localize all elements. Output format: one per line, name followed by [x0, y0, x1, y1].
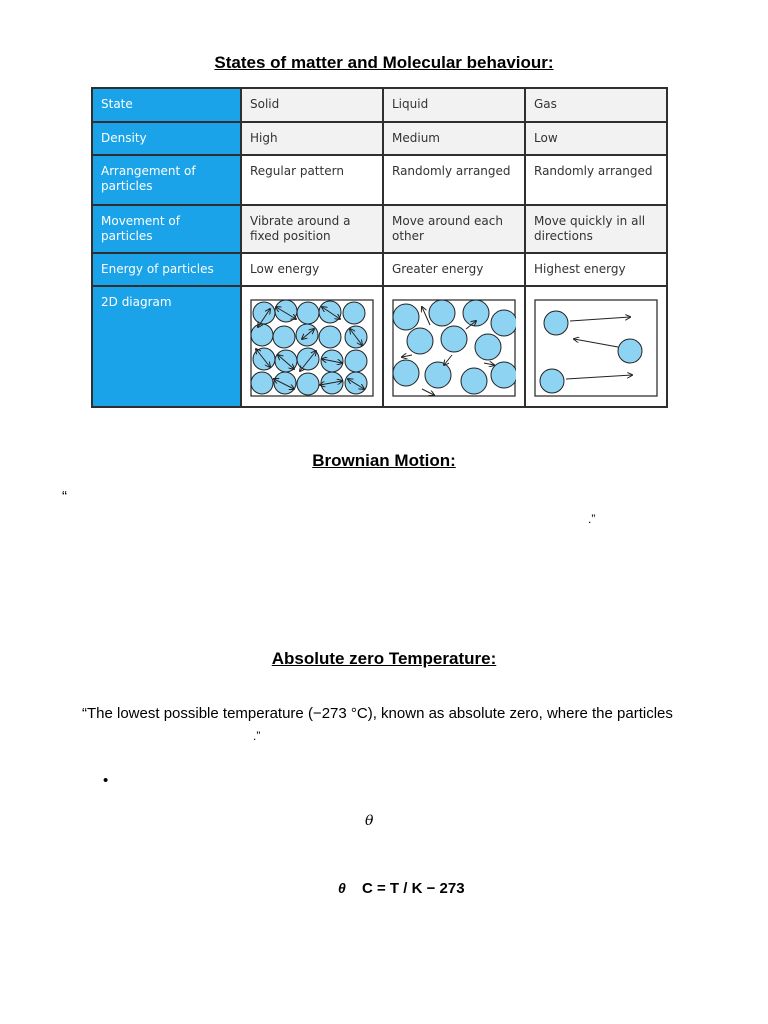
table-cell: Randomly arranged	[383, 155, 525, 205]
particle	[393, 360, 419, 386]
formula-theta: θ	[338, 880, 346, 896]
row-header: Energy of particles	[92, 253, 241, 286]
states-heading: States of matter and Molecular behaviour:	[214, 53, 554, 72]
particle	[297, 302, 319, 324]
row-header: Movement of particles	[92, 205, 241, 253]
row-header: State	[92, 88, 241, 122]
close-quote: .”	[588, 512, 596, 526]
table-cell	[241, 286, 383, 407]
particle	[463, 300, 489, 326]
table-cell: Highest energy	[525, 253, 667, 286]
table-row	[92, 286, 667, 407]
table-cell: Regular pattern	[241, 155, 383, 205]
particle	[345, 350, 367, 372]
bullet: •	[103, 772, 109, 789]
particle	[544, 311, 568, 335]
solid-particles-diagram	[250, 299, 374, 397]
row-header: Arrangement of particles	[92, 155, 241, 205]
table-cell: Greater energy	[383, 253, 525, 286]
particle	[491, 310, 516, 336]
particle	[251, 324, 273, 346]
table-cell: Low	[525, 122, 667, 155]
brownian-heading: Brownian Motion:	[312, 451, 456, 470]
open-quote: “	[62, 488, 67, 505]
particle	[275, 300, 297, 322]
absolute-zero-quote-line1: “The lowest possible temperature (−273 °C), known as absolute zero, where the particles	[82, 705, 673, 722]
table-cell	[525, 286, 667, 407]
gas-particles-diagram	[534, 299, 658, 397]
table-cell: Liquid	[383, 88, 525, 122]
table-row	[92, 205, 667, 253]
states-of-matter-table	[91, 87, 668, 408]
particle	[393, 304, 419, 330]
table-cell: Move around each other	[383, 205, 525, 253]
particle	[425, 362, 451, 388]
absolute-zero-heading: Absolute zero Temperature:	[271, 649, 497, 668]
table-cell: Randomly arranged	[525, 155, 667, 205]
particle	[475, 334, 501, 360]
particle	[343, 302, 365, 324]
liquid-particles-diagram	[392, 299, 516, 397]
table-row	[92, 122, 667, 155]
table-row	[92, 253, 667, 286]
particle	[429, 300, 455, 326]
particle	[274, 372, 296, 394]
table-cell: Low energy	[241, 253, 383, 286]
table-row	[92, 155, 667, 205]
particle	[345, 372, 367, 394]
table-cell: Vibrate around a fixed position	[241, 205, 383, 253]
particle	[618, 339, 642, 363]
absolute-zero-quote-line2: .”	[253, 729, 261, 743]
particle	[297, 373, 319, 395]
particle	[461, 368, 487, 394]
formula: C = T / K − 273	[362, 880, 465, 897]
particle	[540, 369, 564, 393]
table-cell	[383, 286, 525, 407]
table-cell: High	[241, 122, 383, 155]
table-cell: Medium	[383, 122, 525, 155]
particle	[407, 328, 433, 354]
table-cell: Gas	[525, 88, 667, 122]
particle	[273, 326, 295, 348]
particle	[491, 362, 516, 388]
row-header: 2D diagram	[92, 286, 241, 407]
particle	[319, 326, 341, 348]
theta-symbol: θ	[365, 813, 374, 829]
row-header: Density	[92, 122, 241, 155]
table-cell: Move quickly in all directions	[525, 205, 667, 253]
particle	[441, 326, 467, 352]
table-row	[92, 88, 667, 122]
particle	[251, 372, 273, 394]
table-cell: Solid	[241, 88, 383, 122]
particle	[253, 302, 275, 324]
